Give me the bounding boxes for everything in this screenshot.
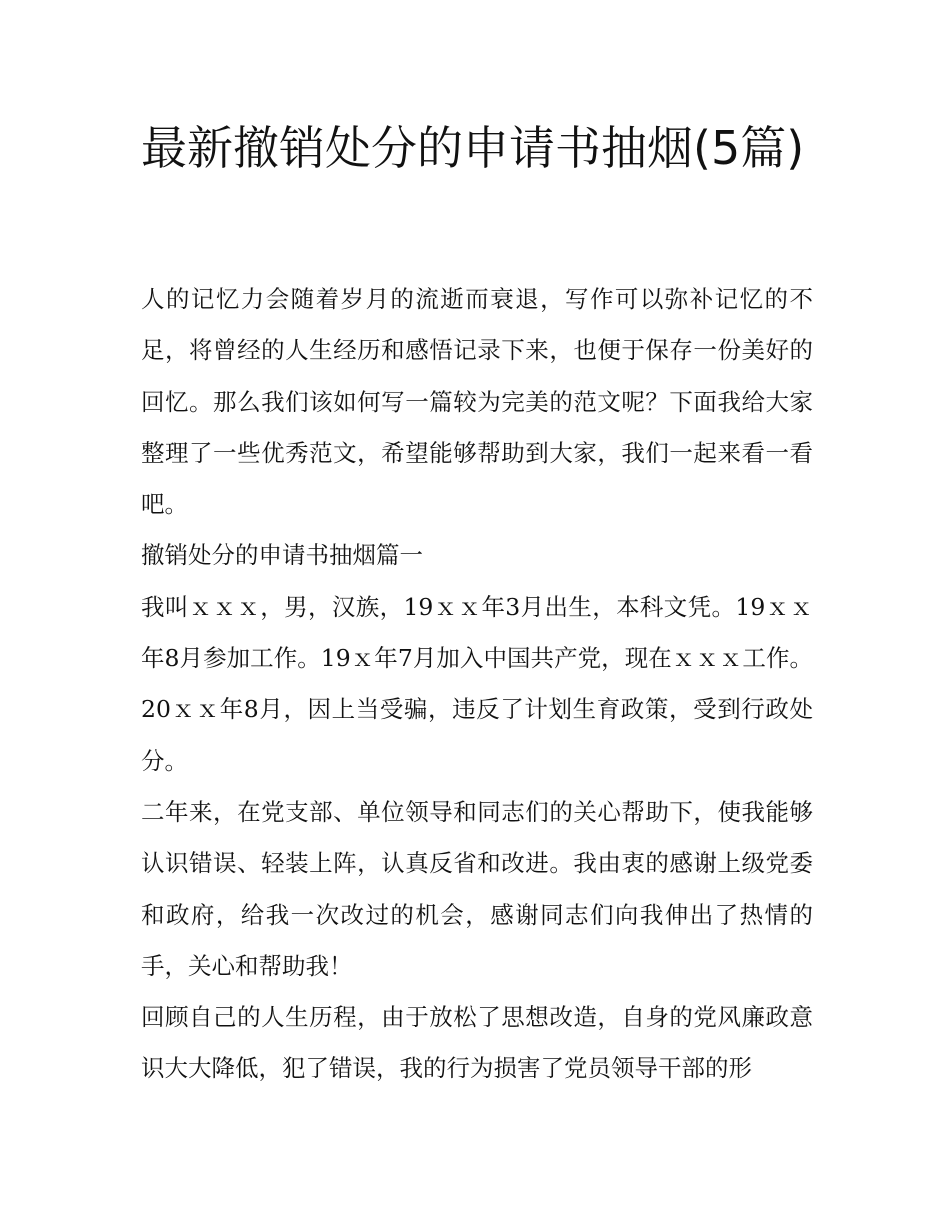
document-page [141,0,813,1229]
document-title: 最新撤销处分的申请书抽烟(5篇) [141,121,805,175]
body-paragraph: 回顾自己的人生历程，由于放松了思想改造，自身的党风廉政意识大大降低，犯了错误，我的行为损害了党员领导干部的形 [141,1003,813,1083]
body-paragraph: 我叫ｘｘｘ，男，汉族，19ｘｘ年3月出生，本科文凭。19ｘｘ年8月参加工作。19ｘ年7月加入中国共产党，现在ｘｘｘ工作。20ｘｘ年8月，因上当受骗，违反了计划生育政策，受到行政处分。 [141,592,813,775]
section-heading: 撤销处分的申请书抽烟篇一 [141,541,423,570]
intro-paragraph: 人的记忆力会随着岁月的流逝而衰退，写作可以弥补记忆的不足，将曾经的人生经历和感悟记录下来，也便于保存一份美好的回忆。那么我们该如何写一篇较为完美的范文呢？下面我给大家整理了一些优秀范文，希望能够帮助到大家，我们一起来看一看吧。 [141,285,813,519]
document-body [141,274,813,1095]
body-paragraph: 二年来，在党支部、单位领导和同志们的关心帮助下，使我能够认识错误、轻装上阵，认真反省和改进。我由衷的感谢上级党委和政府，给我一次改过的机会，感谢同志们向我伸出了热情的手，关心和帮助我！ [141,797,813,980]
